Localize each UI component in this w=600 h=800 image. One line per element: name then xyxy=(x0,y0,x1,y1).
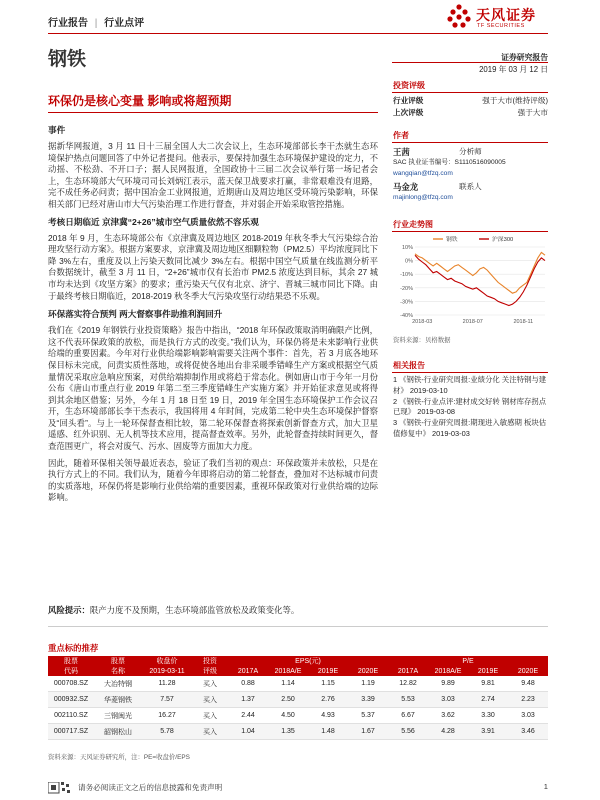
author-role: 联系人 xyxy=(459,182,482,191)
stock-rating: 买入 xyxy=(192,724,228,740)
pe-value: 9.48 xyxy=(508,676,548,692)
related-report-link[interactable]: 3 《钢铁-行业研究周报:期现进入敏感期 板块估值修复中》 2019-03-03 xyxy=(393,418,547,438)
section2-heading: 环保落实符合预判 两大督察事件助推利润回升 xyxy=(48,309,223,320)
legend-label: 钢铁 xyxy=(446,237,458,243)
pe-year-header: 2018A/E xyxy=(428,666,468,676)
related-report-link[interactable]: 1 《钢铁-行业研究周报:业绩分化 关注特钢与建材》 2019-03-10 xyxy=(393,375,547,395)
industry-rating-label: 行业评级 xyxy=(393,96,424,105)
stock-code: 000932.SZ xyxy=(48,692,94,708)
author-name: 马金龙 xyxy=(393,182,419,192)
related-list xyxy=(393,375,549,440)
author-name: 王茜 xyxy=(393,147,410,157)
footer-disclaimer: 请务必阅读正文之后的信息披露和免责声明 xyxy=(78,783,223,792)
eps-value: 2.50 xyxy=(268,692,308,708)
col-name-subheader: 名称 xyxy=(94,666,142,676)
event-heading: 事件 xyxy=(48,125,66,135)
eps-value: 3.39 xyxy=(348,692,388,708)
report-category xyxy=(48,14,144,29)
col-code-header: 股票 xyxy=(48,656,94,666)
footer-qr-icon xyxy=(48,781,72,793)
stock-rating: 买入 xyxy=(192,708,228,724)
pe-value: 3.30 xyxy=(468,708,508,724)
col-rating-header: 投资 xyxy=(192,656,228,666)
col-price-subheader: 2019-03-11 xyxy=(142,666,192,676)
eps-year-header: 2020E xyxy=(348,666,388,676)
stock-code: 002110.SZ xyxy=(48,708,94,724)
legend-label: 沪深300 xyxy=(492,237,514,243)
recommend-table xyxy=(48,656,548,740)
pe-value: 3.91 xyxy=(468,724,508,740)
eps-value: 4.93 xyxy=(308,708,348,724)
section2-paragraph: 我们在《2019 年钢铁行业投资策略》报告中指出，“2018 年环保政策取消明确限产比例，这不代表环保政策的放松，而是执行方式的改变。”我们认为，环保仍将是未来影响行业供给端的重要因素。今年对行业供给端影响影响需要关注两个事件：首先，若 3 月底各地环保目标未完成，问责实质性落地，或将促使各地出台非采暖季错峰生产方案或根据空气质量情况采取应急响应预案，对供给端抑制作用或将趋于常态化。例如唐山市于今年一月份公布《唐山市重点行业 2019 年第二至三季度错峰生产实施方案》并开始征求意见或将得到其余地区借鉴；另外，今年 1 月 18 日至 19 日，2019 年全国生态环境保护工作会议召开，生态环境部部长李干杰表示，我国将用 4 年时间，完成第二轮中央生态环境保护督察及“回头看”。与上一轮环保督查相比较，第二轮环保督查将探索创新督查方式，加大卫星遥感、红外识别、无人机等技术应用，提高督查效率。另外，此轮督查持续时间更久，督查范围更广，将会对废气、污水、固废等方面加大力度。 xyxy=(48,325,378,452)
prev-rating-label: 上次评级 xyxy=(393,108,424,117)
eps-year-header: 2018A/E xyxy=(268,666,308,676)
y-tick-label: -30% xyxy=(400,299,413,306)
close-price: 5.78 xyxy=(142,724,192,740)
pe-value: 9.81 xyxy=(468,676,508,692)
chart-source: 资料来源：贝格数据 xyxy=(393,337,451,344)
eps-value: 1.14 xyxy=(268,676,308,692)
eps-value: 1.04 xyxy=(228,724,268,740)
trend-chart xyxy=(393,233,549,329)
pe-value: 4.28 xyxy=(428,724,468,740)
author-role: 分析师 xyxy=(459,147,482,156)
related-report-link[interactable]: 2 《钢铁-行业点评:建材成交好转 钢材库存拐点已现》 2019-03-08 xyxy=(393,396,547,417)
brand-name-en: TF SECURITIES xyxy=(477,23,525,29)
pe-value: 5.56 xyxy=(388,724,428,740)
authors-rule xyxy=(392,142,548,143)
stock-rating: 买入 xyxy=(192,676,228,692)
stock-name: 韶钢松山 xyxy=(94,724,142,740)
author-card xyxy=(393,181,548,204)
eps-value: 2.44 xyxy=(228,708,268,724)
brand-name-cn: 天风证券 xyxy=(476,7,536,23)
main-column xyxy=(48,124,378,504)
table-row xyxy=(48,692,548,708)
pe-value: 9.89 xyxy=(428,676,468,692)
report-type: 证券研究报告 xyxy=(501,53,548,62)
risk-label: 风险提示： xyxy=(48,605,90,615)
risk-rule xyxy=(48,626,548,627)
close-price: 16.27 xyxy=(142,708,192,724)
x-tick-label: 2018-07 xyxy=(462,319,483,325)
close-price: 7.57 xyxy=(142,692,192,708)
eps-value: 1.37 xyxy=(228,692,268,708)
eps-value: 2.76 xyxy=(308,692,348,708)
pe-year-header: 2020E xyxy=(508,666,548,676)
x-tick-label: 2018-03 xyxy=(412,319,433,325)
author-card xyxy=(393,146,548,179)
related-heading: 相关报告 xyxy=(393,361,425,370)
title-rule xyxy=(48,112,378,113)
pe-value: 3.46 xyxy=(508,724,548,740)
risk-text: 限产力度不及预期，生态环境部监管放松及政策变化等。 xyxy=(89,605,300,615)
table-source: 资料来源：天风证券研究所，注：PE=收盘价/EPS xyxy=(48,754,190,761)
pe-value: 2.23 xyxy=(508,692,548,708)
brand-emblem-icon xyxy=(446,3,472,29)
eps-value: 1.67 xyxy=(348,724,388,740)
related-rule xyxy=(392,372,548,373)
pe-year-header: 2019E xyxy=(468,666,508,676)
pe-value: 12.82 xyxy=(388,676,428,692)
industry-rating-value: 强于大市(维持评级) xyxy=(482,96,548,105)
pe-value: 3.03 xyxy=(428,692,468,708)
event-paragraph: 据新华网报道，3 月 11 日十三届全国人大二次会议上，生态环境部部长李干杰就生态环境保护热点问题回答了中外记者提问。他表示，要保持加强生态环境保护建设的定力，不动摇、不松劲、不开口子；据人民网报道，全国政协十三届二次会议举行第一场记者会上，生态环境部大气环境司司长刘炳江表示，蓝天保卫战要求打赢，非常艰难没有退路，完不成任务必问责；据中国冶金工业网报道，近期唐山及周边地区受环境污染影响，环保相关部门已经对唐山市大气污染治理工作进行督查，并对弱企开始采取管控措施。 xyxy=(48,141,378,209)
table-row xyxy=(48,676,548,692)
pe-value: 2.74 xyxy=(468,692,508,708)
close-price: 11.28 xyxy=(142,676,192,692)
section2-conclusion: 因此，随着环保相关领导最近表态，验证了我们当初的观点：环保政策并未放松，只是在执行方式上的不同。我们认为，随着今年即将启动的第二轮督查，叠加对不达标城市问责的实质落地，环保仍将是影响行业供给端的重要因素，重视环保政策对行业供给端的边际影响。 xyxy=(48,457,378,503)
rating-rule xyxy=(392,92,548,93)
industry-title: 钢铁 xyxy=(48,49,87,70)
stock-code: 000717.SZ xyxy=(48,724,94,740)
col-name-header: 股票 xyxy=(94,656,142,666)
y-tick-label: -40% xyxy=(400,313,413,319)
author-email[interactable]: wangqian@tfzq.com xyxy=(393,169,453,177)
col-rating-subheader: 评级 xyxy=(192,666,228,676)
section1-paragraph: 2018 年 9 月，生态环境部公布《京津冀及周边地区 2018-2019 年秋冬季大气污染综合治理攻坚行动方案》。根据方案要求，京津冀及周边地区细颗粒物（PM2.5）平均浓度同比下降 3%左右，重度及以上污染天数同比减少 3%左右。根据中国空气质量在线监测分析平台数据统计，截至 3 月 11 日，“2+26”城市仅有长治市 PM2.5 浓度达到目标，其余 27 城市均未达到《攻坚方案》的要求；重污染天气仅有北京、济宁、晋城三城市同比下降。由于最终考核日期临近，2018-2019 秋冬季大气污染攻坚行动结果恐不乐观。 xyxy=(48,232,378,301)
eps-value: 1.15 xyxy=(308,676,348,692)
stock-name: 华菱钢铁 xyxy=(94,692,142,708)
pe-year-header: 2017A xyxy=(388,666,428,676)
section1-heading: 考核日期临近 京津冀“2+26”城市空气质量依然不容乐观 xyxy=(48,216,259,227)
chart-heading: 行业走势图 xyxy=(393,220,433,229)
authors-heading: 作者 xyxy=(393,131,409,140)
report-type-rule xyxy=(392,62,548,63)
y-tick-label: -10% xyxy=(400,272,413,279)
col-price-header: 收盘价 xyxy=(142,656,192,666)
series-line xyxy=(415,255,545,305)
col-pe-header: P/E xyxy=(388,656,548,666)
y-tick-label: 0% xyxy=(405,258,413,265)
category-separator: | xyxy=(94,18,98,29)
col-eps-header: EPS(元) xyxy=(228,656,388,666)
report-title: 环保仍是核心变量 影响或将超预期 xyxy=(48,94,232,108)
rating-heading: 投资评级 xyxy=(393,81,425,90)
brand-logo xyxy=(446,3,556,33)
stock-code: 000708.SZ xyxy=(48,676,94,692)
risk-note xyxy=(48,604,548,616)
header-rule xyxy=(48,33,548,34)
pe-value: 6.67 xyxy=(388,708,428,724)
stock-rating: 买入 xyxy=(192,692,228,708)
y-tick-label: -20% xyxy=(400,285,413,292)
author-license: SAC 执业证书编号：S1110516090005 xyxy=(393,159,506,166)
eps-value: 1.19 xyxy=(348,676,388,692)
subcategory-label: 行业点评 xyxy=(104,18,145,29)
eps-value: 0.88 xyxy=(228,676,268,692)
author-email[interactable]: majinlong@tfzq.com xyxy=(393,194,453,201)
table-row xyxy=(48,724,548,740)
pe-value: 3.62 xyxy=(428,708,468,724)
eps-value: 4.50 xyxy=(268,708,308,724)
page-number: 1 xyxy=(543,782,548,791)
eps-year-header: 2019E xyxy=(308,666,348,676)
table-row xyxy=(48,708,548,724)
table-heading: 重点标的推荐 xyxy=(48,643,99,653)
stock-name: 三钢闽光 xyxy=(94,708,142,724)
category-label: 行业报告 xyxy=(48,18,88,29)
eps-value: 1.35 xyxy=(268,724,308,740)
pe-value: 5.53 xyxy=(388,692,428,708)
eps-value: 1.48 xyxy=(308,724,348,740)
eps-year-header: 2017A xyxy=(228,666,268,676)
eps-value: 5.37 xyxy=(348,708,388,724)
stock-name: 大冶特钢 xyxy=(94,676,142,692)
prev-rating-value: 强于大市 xyxy=(517,108,548,117)
pe-value: 3.03 xyxy=(508,708,548,724)
x-tick-label: 2018-11 xyxy=(513,319,534,325)
y-tick-label: 10% xyxy=(401,245,413,251)
report-date: 2019 年 03 月 12 日 xyxy=(479,65,548,74)
col-code-subheader: 代码 xyxy=(48,666,94,676)
chart-rule xyxy=(392,231,548,232)
